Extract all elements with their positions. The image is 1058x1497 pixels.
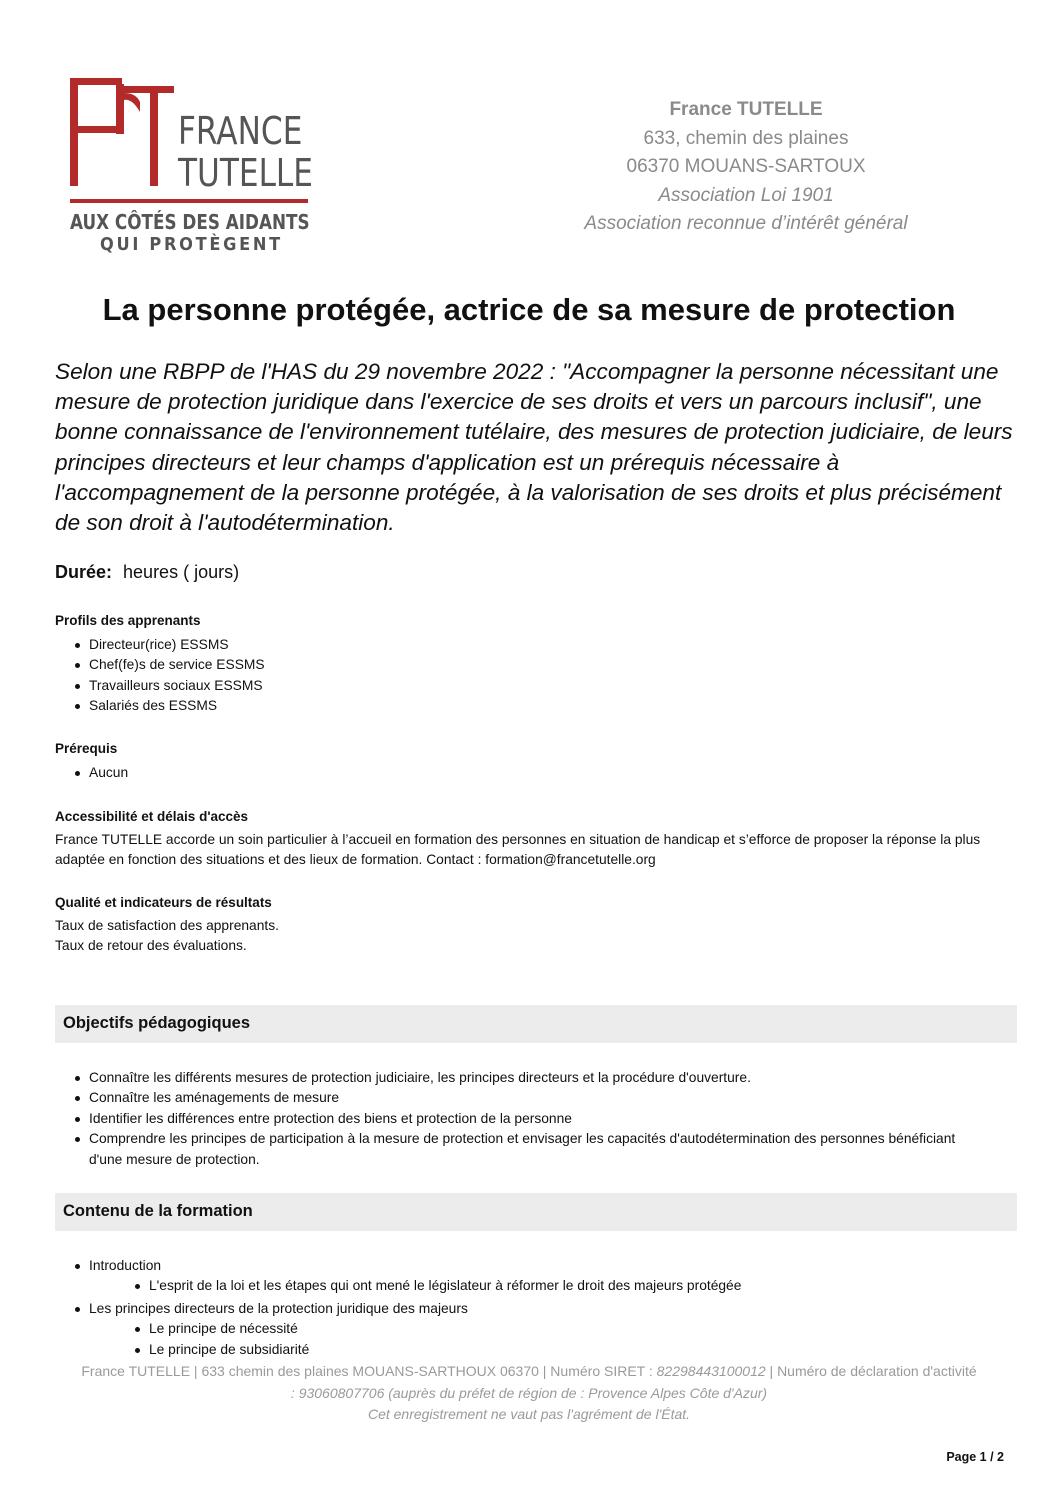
- list-item: Identifier les différences entre protection des biens et protection de la personne: [89, 1109, 989, 1129]
- duree-label: Durée:: [55, 562, 113, 582]
- contenu-list: [89, 1256, 989, 1360]
- bullet-icon: [75, 663, 80, 668]
- list-item: Travailleurs sociaux ESSMS: [89, 676, 989, 696]
- prerequis-heading: Prérequis: [55, 741, 118, 756]
- list-item: Introduction L'esprit de la loi et les étapes qui ont mené le législateur à réformer le droit des majeurs protégée: [89, 1256, 989, 1297]
- bullet-icon: [75, 684, 80, 689]
- qualite-heading: Qualité et indicateurs de résultats: [55, 895, 272, 910]
- bullet-icon: [75, 704, 80, 709]
- qualite-line-2: Taux de retour des évaluations.: [55, 938, 247, 954]
- bullet-icon: [75, 1096, 80, 1101]
- intro-paragraph: Selon une RBPP de l'HAS du 29 novembre 2022 : "Accompagner la personne nécessitant une mesure de protection juridique dans l'exercice de ses droits et vers un parcours inclusif", une bonne connaissance de l'environnement tutélaire, des mesures de protection judiciaire, de leurs principes directeurs et leur champs d'application est un prérequis nécessaire à l'accompagnement de la personne protégée, à la valorisation de ses droits et plus précisément de son droit à l'autodétermination.: [55, 359, 1013, 536]
- logo-tagline-2: QUI PROTÈGENT: [100, 234, 283, 255]
- bullet-icon: [135, 1348, 140, 1353]
- bullet-icon: [135, 1327, 140, 1332]
- contenu-heading: Contenu de la formation: [63, 1202, 253, 1220]
- document-title: La personne protégée, actrice de sa mesure de protection: [102, 292, 956, 327]
- list-item: Directeur(rice) ESSMS: [89, 635, 989, 655]
- list-item: Les principes directeurs de la protection juridique des majeurs Le principe de nécessité Le principe de subsidiarité: [89, 1299, 989, 1360]
- org-recognition: Association reconnue d’intérêt général: [584, 213, 908, 235]
- objectifs-section-header: [55, 1005, 1017, 1043]
- duree-line: [55, 562, 239, 583]
- accessibilite-text: France TUTELLE accorde un soin particulier à l’accueil en formation des personnes en situation de handicap et s’efforce de proposer la réponse la plus adaptée en fonction des situations et des lieux de formation. Contact : formation@francetutelle.org: [55, 832, 981, 868]
- profils-heading: Profils des apprenants: [55, 613, 201, 628]
- sub-list-item: L'esprit de la loi et les étapes qui ont mené le législateur à réformer le droit des majeurs protégée: [149, 1276, 989, 1296]
- footer-line-3: Cet enregistrement ne vaut pas l'agrément de l'État.: [367, 1406, 691, 1422]
- sub-list: [149, 1319, 989, 1360]
- bullet-icon: [75, 771, 80, 776]
- contenu-section-header: [55, 1193, 1017, 1231]
- org-city: 06370 MOUANS-SARTOUX: [626, 156, 866, 178]
- list-item: Aucun: [89, 763, 989, 783]
- org-street: 633, chemin des plaines: [643, 127, 849, 149]
- list-item: Connaître les différents mesures de protection judiciaire, les principes directeurs et la procédure d'ouverture.: [89, 1068, 989, 1088]
- bullet-icon: [135, 1284, 140, 1289]
- duree-value: heures ( jours): [123, 562, 240, 582]
- ft-monogram-icon: [66, 76, 176, 188]
- footer-line-1: France TUTELLE | 633 chemin des plaines MOUANS-SARTHOUX 06370 | Numéro SIRET : 82298443100012 | Numéro de déclaration d'activité: [81, 1363, 977, 1379]
- france-tutelle-logo: [66, 76, 316, 256]
- prerequis-list: [89, 763, 989, 783]
- logo-divider: [70, 199, 308, 203]
- sub-list-item: Le principe de nécessité: [149, 1319, 989, 1339]
- page-footer: [40, 1361, 1018, 1426]
- org-status: Association Loi 1901: [658, 184, 834, 206]
- footer-siret: 82298443100012: [656, 1363, 766, 1379]
- sub-list-item: Le principe de subsidiarité: [149, 1340, 989, 1360]
- organization-address: [560, 96, 932, 239]
- logo-tutelle-text: TUTELLE: [178, 151, 313, 195]
- bullet-icon: [75, 1307, 80, 1312]
- accessibilite-heading: Accessibilité et délais d'accès: [55, 809, 249, 824]
- list-item: Connaître les aménagements de mesure: [89, 1088, 989, 1108]
- bullet-icon: [75, 1137, 80, 1142]
- bullet-icon: [75, 1264, 80, 1269]
- qualite-text: [55, 916, 1015, 957]
- footer-line-2: : 93060807706 (auprès du préfet de région de : Provence Alpes Côte d'Azur): [290, 1384, 768, 1401]
- objectifs-list: [89, 1068, 989, 1170]
- sub-list: [149, 1276, 989, 1296]
- list-item: Salariés des ESSMS: [89, 696, 989, 716]
- org-name: France TUTELLE: [669, 99, 823, 120]
- logo-tagline-1: AUX CÔTÉS DES AIDANTS: [70, 210, 310, 234]
- qualite-line-1: Taux de satisfaction des apprenants.: [55, 918, 279, 933]
- profils-list: [89, 635, 989, 717]
- logo-france-text: FRANCE: [178, 109, 303, 153]
- bullet-icon: [75, 1076, 80, 1081]
- bullet-icon: [75, 1117, 80, 1122]
- list-item: Chef(fe)s de service ESSMS: [89, 655, 989, 675]
- list-item: Comprendre les principes de participation à la mesure de protection et envisager les capacités d'autodétermination des personnes bénéficiant d'une mesure de protection.: [89, 1129, 989, 1170]
- bullet-icon: [75, 643, 80, 648]
- page-number: Page 1 / 2: [946, 1450, 1004, 1464]
- objectifs-heading: Objectifs pédagogiques: [63, 1014, 251, 1032]
